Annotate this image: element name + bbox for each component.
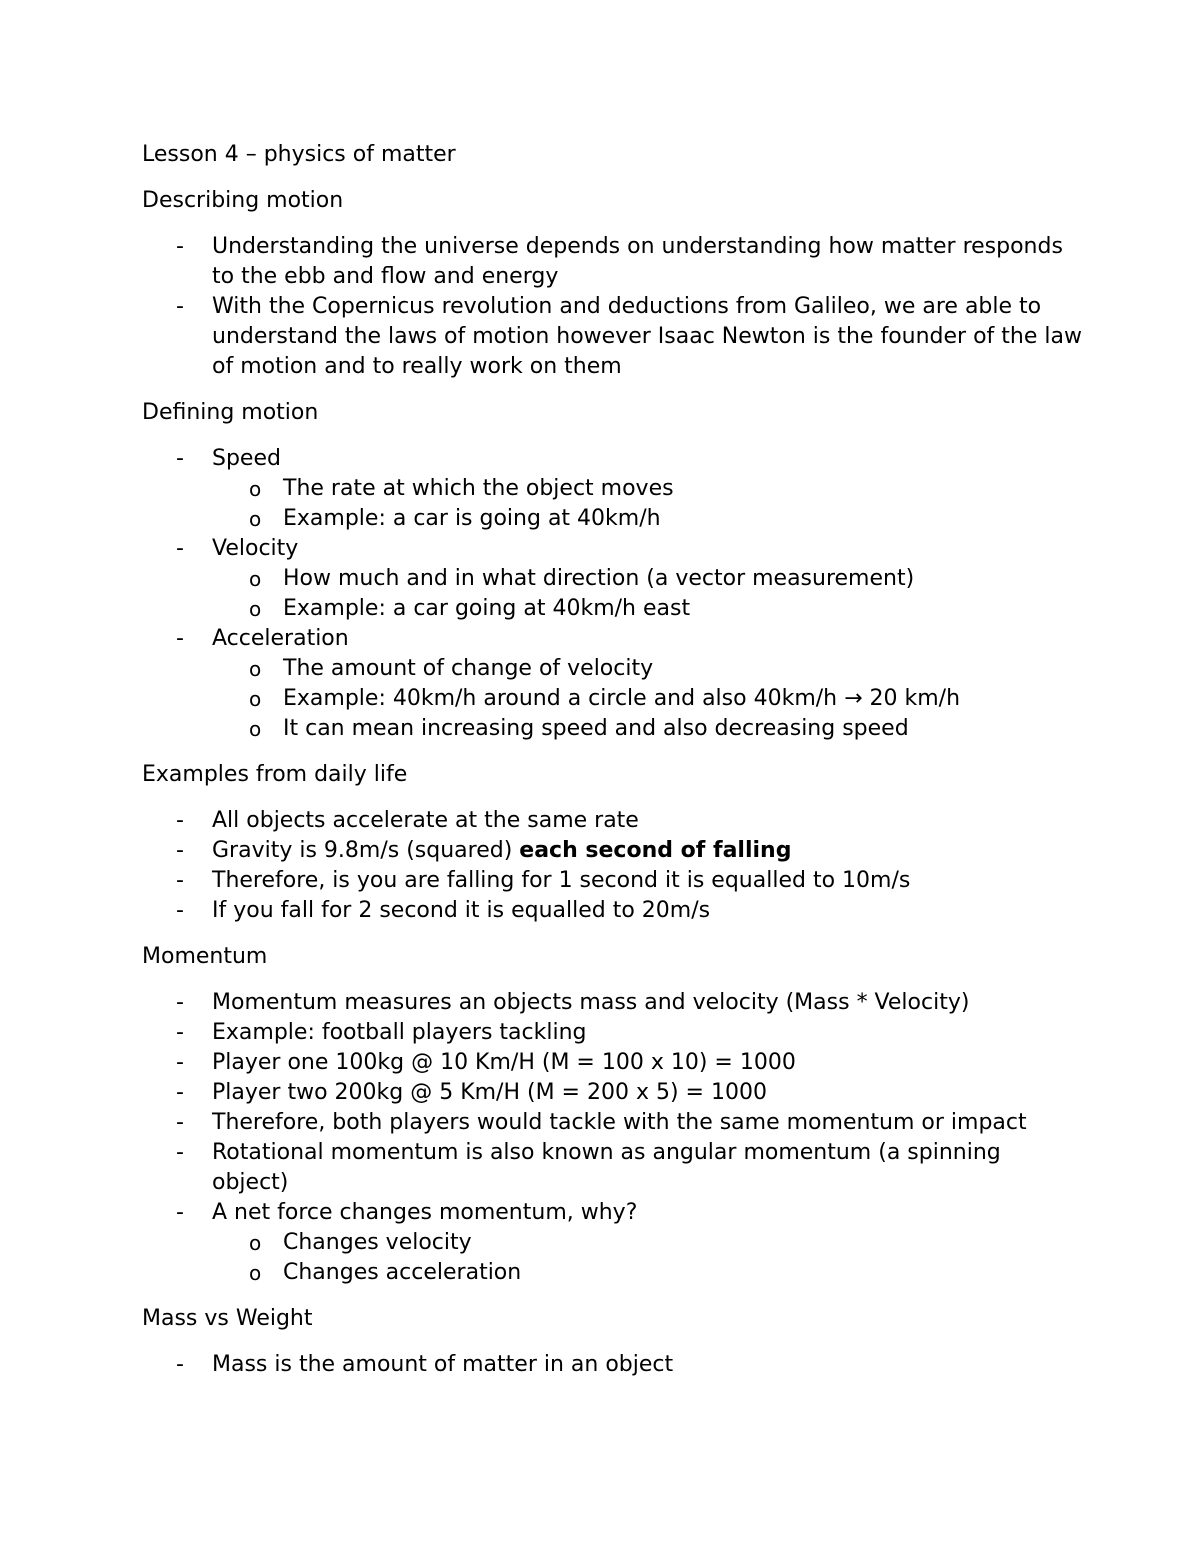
- circle-bullet-icon: o: [249, 567, 262, 591]
- sub-list-item: [142, 1258, 1082, 1288]
- sub-list-item: [142, 474, 1082, 504]
- list-item-text: Understanding the universe depends on understanding how matter responds to the ebb and flow and energy: [212, 234, 1063, 289]
- circle-bullet-icon: o: [249, 507, 262, 531]
- section-heading: Momentum: [142, 944, 268, 969]
- sections-container: [142, 186, 1082, 1380]
- sub-list-item-text: Example: 40km/h around a circle and also 40km/h → 20 km/h: [283, 686, 961, 711]
- list-item: [142, 806, 1082, 836]
- sub-list-item: [142, 714, 1082, 744]
- list-item: [142, 1108, 1082, 1138]
- sub-list-item-text: It can mean increasing speed and also decreasing speed: [283, 716, 909, 741]
- list-item: [142, 534, 1082, 624]
- dash-bullet-icon: -: [176, 1080, 184, 1105]
- list-item: [142, 988, 1082, 1018]
- sub-list-item-text: Example: a car is going at 40km/h: [283, 506, 661, 531]
- bullet-list: [142, 232, 1082, 382]
- list-item: [142, 624, 1082, 744]
- list-item: [142, 232, 1082, 292]
- document-title: Lesson 4 – physics of matter: [142, 142, 456, 167]
- sub-list-item: [142, 564, 1082, 594]
- list-item: [142, 1078, 1082, 1108]
- sub-list-item-text: How much and in what direction (a vector measurement): [283, 566, 915, 591]
- list-item-text: Therefore, both players would tackle with the same momentum or impact: [212, 1110, 1027, 1135]
- list-item-text: Example: football players tackling: [212, 1020, 587, 1045]
- list-item-text: Player two 200kg @ 5 Km/H (M = 200 x 5) = 1000: [212, 1080, 767, 1105]
- sub-list: [212, 654, 1082, 744]
- list-item-text: A net force changes momentum, why?: [212, 1200, 638, 1225]
- list-item: [142, 1350, 1082, 1380]
- circle-bullet-icon: o: [249, 597, 262, 621]
- list-item-text: Mass is the amount of matter in an object: [212, 1352, 674, 1377]
- list-item: [142, 1198, 1082, 1288]
- sub-list-item: [142, 654, 1082, 684]
- circle-bullet-icon: o: [249, 717, 262, 741]
- dash-bullet-icon: -: [176, 898, 184, 923]
- section-heading: Defining motion: [142, 400, 319, 425]
- list-item: [142, 1018, 1082, 1048]
- dash-bullet-icon: -: [176, 808, 184, 833]
- document-content: [142, 140, 1082, 1396]
- circle-bullet-icon: o: [249, 1231, 262, 1255]
- sub-list-item: [142, 594, 1082, 624]
- dash-bullet-icon: -: [176, 1352, 184, 1377]
- sub-list-item: [142, 504, 1082, 534]
- dash-bullet-icon: -: [176, 234, 184, 259]
- list-item: [142, 836, 1082, 866]
- dash-bullet-icon: -: [176, 990, 184, 1015]
- dash-bullet-icon: -: [176, 536, 184, 561]
- sub-list-item: [142, 1228, 1082, 1258]
- dash-bullet-icon: -: [176, 1140, 184, 1165]
- list-item-text: Acceleration: [212, 626, 349, 651]
- bullet-list: [142, 444, 1082, 744]
- sub-list: [212, 474, 1082, 534]
- bullet-list: [142, 806, 1082, 926]
- circle-bullet-icon: o: [249, 477, 262, 501]
- dash-bullet-icon: -: [176, 838, 184, 863]
- circle-bullet-icon: o: [249, 1261, 262, 1285]
- list-item: [142, 866, 1082, 896]
- dash-bullet-icon: -: [176, 626, 184, 651]
- sub-list-item: [142, 684, 1082, 714]
- dash-bullet-icon: -: [176, 1020, 184, 1045]
- dash-bullet-icon: -: [176, 868, 184, 893]
- section-heading: Examples from daily life: [142, 762, 408, 787]
- sub-list-item-text: The rate at which the object moves: [283, 476, 674, 501]
- list-item: [142, 1138, 1082, 1198]
- list-item-text: Velocity: [212, 536, 299, 561]
- dash-bullet-icon: -: [176, 446, 184, 471]
- list-item-text: If you fall for 2 second it is equalled to 20m/s: [212, 898, 711, 923]
- sub-list-item-text: Example: a car going at 40km/h east: [283, 596, 691, 621]
- list-item-text: All objects accelerate at the same rate: [212, 808, 639, 833]
- list-item-text: With the Copernicus revolution and deductions from Galileo, we are able to understand the laws of motion however Isaac Newton is the founder of the law of motion and to really work on them: [212, 294, 1082, 379]
- list-item-text: Rotational momentum is also known as angular momentum (a spinning object): [212, 1140, 1001, 1195]
- list-item-text: Gravity is 9.8m/s (squared): [212, 838, 520, 863]
- section-heading: Mass vs Weight: [142, 1306, 313, 1331]
- list-item-text: Momentum measures an objects mass and velocity (Mass * Velocity): [212, 990, 970, 1015]
- dash-bullet-icon: -: [176, 294, 184, 319]
- list-item-text: Player one 100kg @ 10 Km/H (M = 100 x 10) = 1000: [212, 1050, 796, 1075]
- sub-list: [212, 1228, 1082, 1288]
- sub-list-item-text: Changes acceleration: [283, 1260, 522, 1285]
- list-item-text: Therefore, is you are falling for 1 second it is equalled to 10m/s: [212, 868, 911, 893]
- circle-bullet-icon: o: [249, 687, 262, 711]
- list-item: [142, 292, 1082, 382]
- sub-list-item-text: Changes velocity: [283, 1230, 472, 1255]
- list-item: [142, 896, 1082, 926]
- bullet-list: [142, 1350, 1082, 1380]
- dash-bullet-icon: -: [176, 1200, 184, 1225]
- dash-bullet-icon: -: [176, 1050, 184, 1075]
- emphasis-text: each second of falling: [519, 838, 792, 863]
- list-item-text: Speed: [212, 446, 281, 471]
- bullet-list: [142, 988, 1082, 1288]
- section-heading: Describing motion: [142, 188, 344, 213]
- sub-list: [212, 564, 1082, 624]
- sub-list-item-text: The amount of change of velocity: [283, 656, 654, 681]
- list-item: [142, 444, 1082, 534]
- list-item: [142, 1048, 1082, 1078]
- dash-bullet-icon: -: [176, 1110, 184, 1135]
- circle-bullet-icon: o: [249, 657, 262, 681]
